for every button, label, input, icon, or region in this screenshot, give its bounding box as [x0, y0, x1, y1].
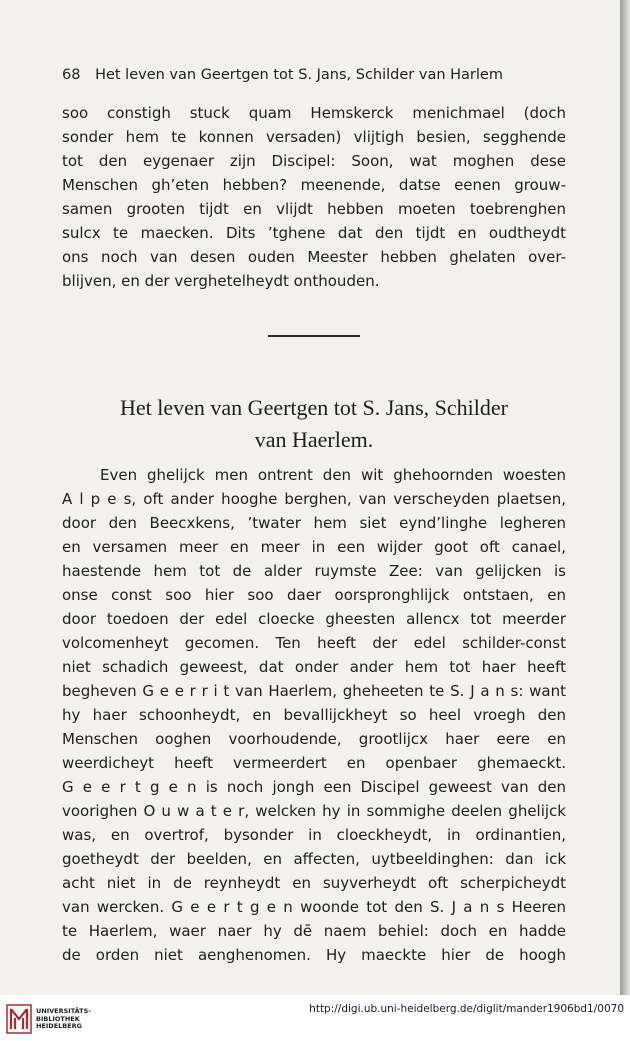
text-line: Even ghelijck men ontrent den wit ghehoornden woesten: [100, 466, 566, 484]
running-header: [62, 67, 566, 83]
page-edge-shadow: [620, 0, 630, 995]
text-line: goetheydt der beelden, en affecten, uytbeeldinghen: dan ick: [62, 850, 566, 868]
text-line: samen grooten tijdt en vlijdt hebben moeten toebrenghen: [62, 200, 566, 218]
text-line: hy haer schoonheydt, en bevallijckheyt so heel vroegh den: [62, 706, 566, 724]
text-line: G e e r t g e n is noch jongh een Discipel geweest van den: [62, 778, 566, 796]
text-line: de orden niet aenghenomen. Hy maeckte hier de hoogh: [62, 946, 566, 964]
text-line: volcomenheyt gecomen. Ten heeft der edel schilder-const: [62, 634, 566, 652]
text-line: van wercken. G e e r t g e n woonde tot den S. J a n s Heeren: [62, 898, 566, 916]
text-line: soo constigh stuck quam Hemskerck menichmael (doch: [62, 104, 566, 122]
text-line: sonder hem te konnen versaden) vlijtigh besien, segghende: [62, 128, 566, 146]
section-divider: [268, 335, 360, 337]
text-line: en versamen meer en meer in een wijder goot oft canael,: [62, 538, 566, 556]
chapter-title-line: Het leven van Geertgen tot S. Jans, Schilder: [120, 395, 508, 420]
text-line: A l p e s, oft ander hooghe berghen, van verscheyden plaetsen,: [62, 490, 566, 508]
text-line: voorighen O u w a t e r, welcken hy in sommighe deelen ghelijck: [62, 802, 566, 820]
text-line: was, en overtrof, bysonder in cloeckheydt, in ordinantien,: [62, 826, 566, 844]
chapter-body: [62, 463, 566, 967]
text-line: Menschen ooghen voorhoudende, grootlijcx haer eere en: [62, 730, 566, 748]
text-line: niet schadich geweest, dat onder ander hem tot haer heeft: [62, 658, 566, 676]
running-title: Het leven van Geertgen tot S. Jans, Schilder van Harlem: [95, 67, 503, 83]
text-line: tot den eygenaer zijn Discipel: Soon, wat moghen dese: [62, 152, 566, 170]
text-line: acht niet in de reynheydt en suyverheydt oft scherpicheydt: [62, 874, 566, 892]
library-name: [36, 1008, 116, 1031]
text-line: onse const soo hier soo daer oorspronghlijck ontstaen, en: [62, 586, 566, 604]
text-line: te Haerlem, waer naer hy dē naem behiel: doch en hadde: [62, 922, 566, 940]
text-line: door toedoen der edel cloecke gheesten allencx tot meerder: [62, 610, 566, 628]
text-line: door den Beecxkens, ’twater hem siet eynd’linghe legheren: [62, 514, 566, 532]
text-line: weerdicheyt heeft vermeerdert en openbaer ghemaeckt.: [62, 754, 566, 772]
university-library-logo-icon[interactable]: [6, 1004, 32, 1034]
source-url-link[interactable]: http://digi.ub.uni-heidelberg.de/diglit/mander1906bd1/0070: [309, 1003, 624, 1015]
library-name-line: BIBLIOTHEK: [36, 1014, 80, 1023]
text-line: blijven, en der verghetelheydt onthouden.: [62, 272, 380, 290]
text-line: begheven G e e r r i t van Haerlem, gheheeten te S. J a n s: want: [62, 682, 566, 700]
chapter-title-line: van Haerlem.: [254, 427, 374, 452]
text-line: haestende hem tot de alder ruymste Zee: van gelijcken is: [62, 562, 566, 580]
text-line: ons noch van desen ouden Meester hebben ghelaten over-: [62, 248, 566, 266]
chapter-title: [62, 392, 566, 456]
text-line: Menschen gh’eten hebben? meenende, datse eenen grouw-: [62, 176, 566, 194]
text-line: sulcx te maecken. Dits ’tghene dat den tijdt en oudtheydt: [62, 224, 566, 242]
page-number: 68: [62, 67, 81, 83]
paragraph-continued: [62, 101, 566, 293]
library-name-line: HEIDELBERG: [36, 1022, 83, 1030]
library-name-line: UNIVERSITÄTS-: [36, 1007, 91, 1015]
